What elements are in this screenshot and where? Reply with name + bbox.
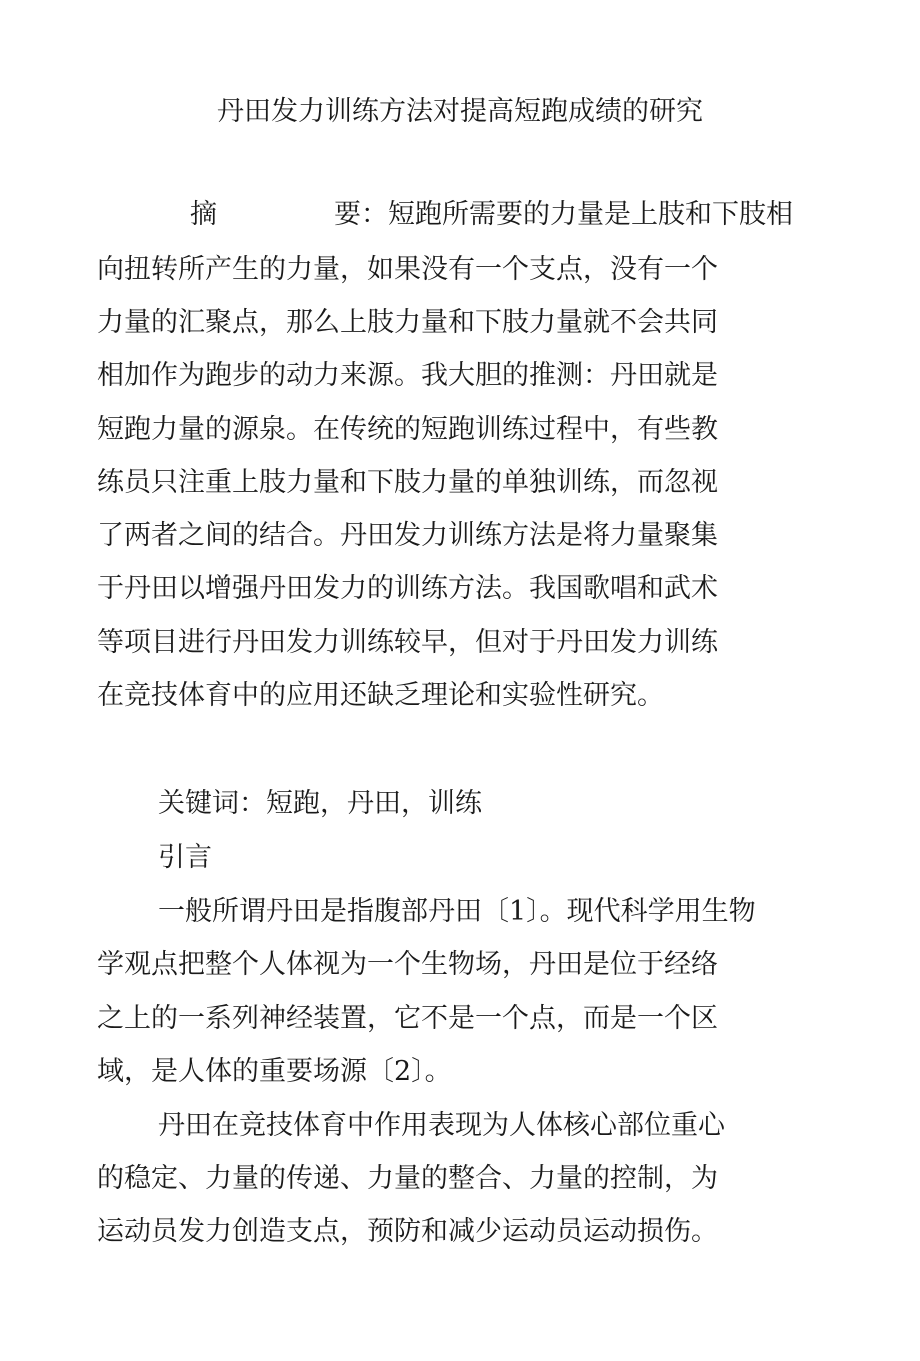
abstract-label-and-first-line: 要：短跑所需要的力量是上肢和下肢相 [334, 199, 793, 230]
paragraph-line: 之上的一系列神经装置，它不是一个点，而是一个区 [97, 1003, 718, 1034]
keywords: 关键词：短跑，丹田，训练 [158, 788, 482, 819]
paragraph-line: 运动员发力创造支点，预防和减少运动员运动损伤。 [97, 1216, 718, 1247]
paragraph-line: 学观点把整个人体视为一个生物场，丹田是位于经络 [97, 949, 718, 980]
abstract-line: 了两者之间的结合。丹田发力训练方法是将力量聚集 [97, 520, 718, 551]
abstract-line: 相加作为跑步的动力来源。我大胆的推测：丹田就是 [97, 360, 718, 391]
paragraph-line: 丹田在竞技体育中作用表现为人体核心部位重心 [158, 1110, 725, 1141]
abstract-line: 练员只注重上肢力量和下肢力量的单独训练，而忽视 [97, 467, 718, 498]
paragraph-line: 的稳定、力量的传递、力量的整合、力量的控制，为 [97, 1163, 718, 1194]
paragraph-line: 域，是人体的重要场源〔2〕。 [97, 1056, 452, 1087]
paragraph-line: 一般所谓丹田是指腹部丹田〔1〕。现代科学用生物 [158, 896, 756, 927]
abstract-line: 于丹田以增强丹田发力的训练方法。我国歌唱和武术 [97, 573, 718, 604]
abstract-line: 力量的汇聚点，那么上肢力量和下肢力量就不会共同 [97, 307, 718, 338]
abstract-label-first: 摘 [190, 199, 217, 230]
abstract-line: 短跑力量的源泉。在传统的短跑训练过程中，有些教 [97, 414, 718, 445]
abstract-line: 在竞技体育中的应用还缺乏理论和实验性研究。 [97, 680, 664, 711]
intro-heading: 引言 [158, 842, 212, 873]
abstract-line: 向扭转所产生的力量，如果没有一个支点，没有一个 [97, 254, 718, 285]
document-title: 丹田发力训练方法对提高短跑成绩的研究 [217, 96, 703, 127]
abstract-line: 等项目进行丹田发力训练较早，但对于丹田发力训练 [97, 627, 718, 658]
